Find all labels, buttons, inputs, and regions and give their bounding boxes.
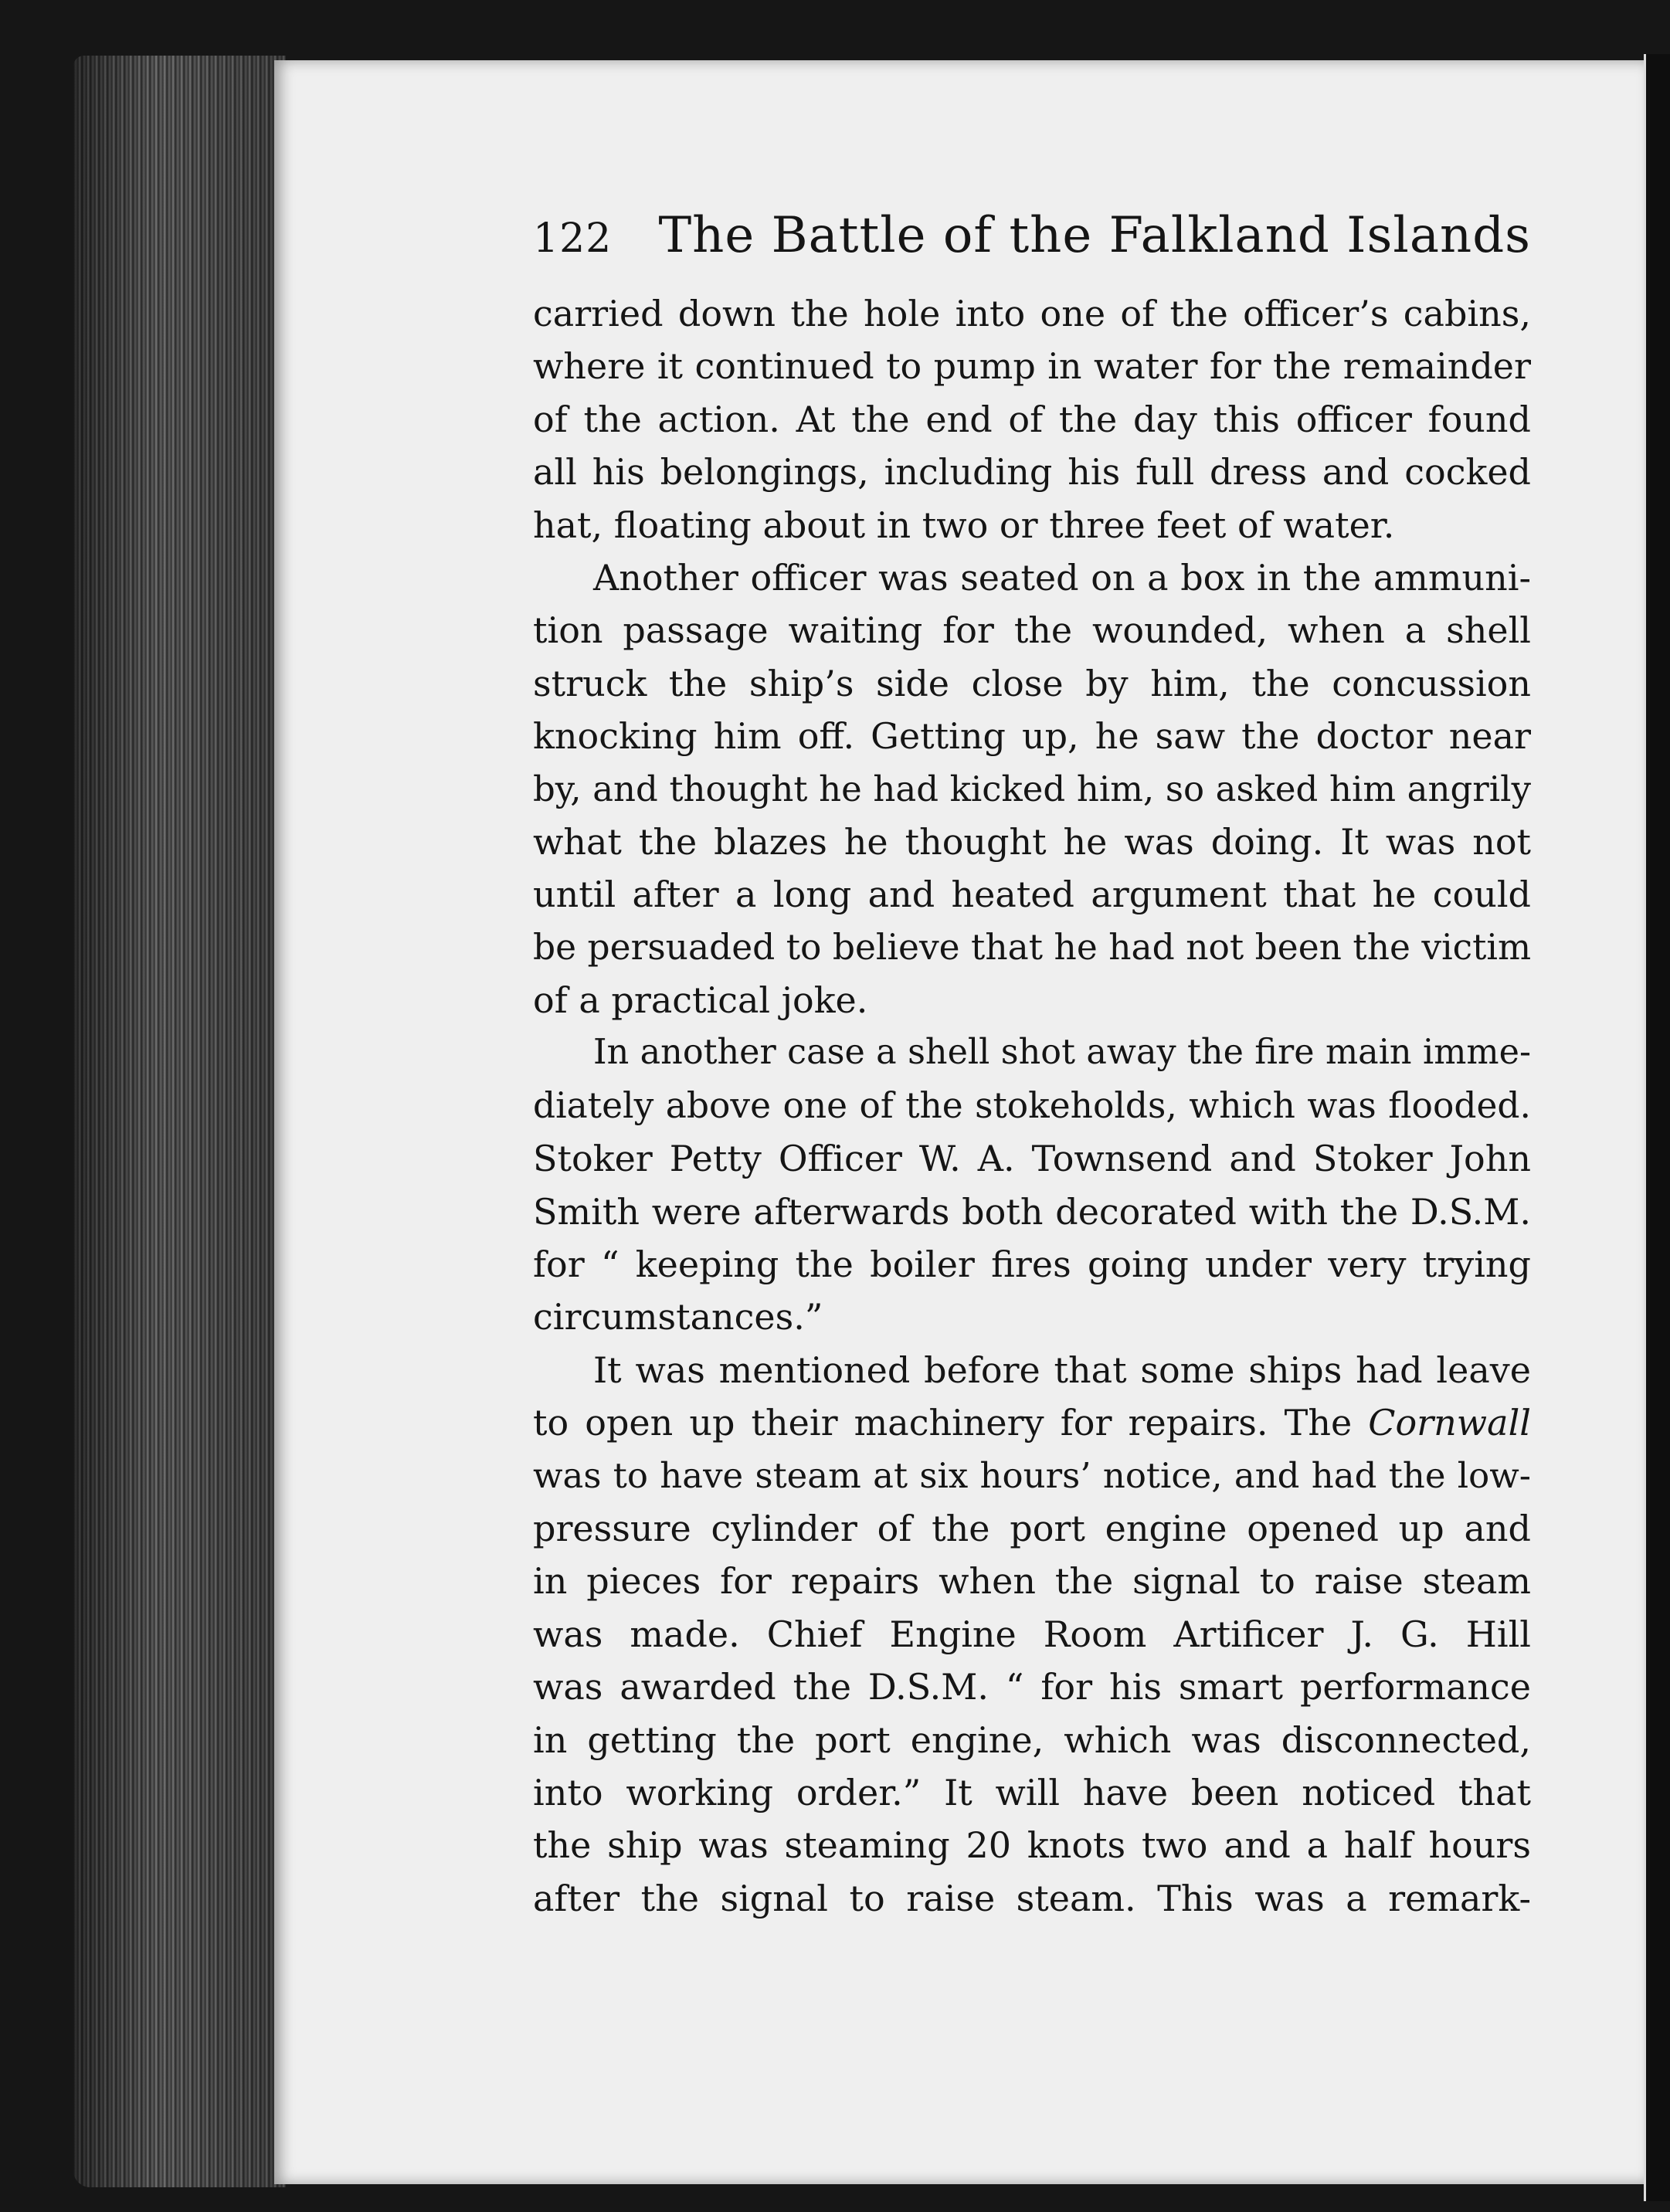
text-line: knocking him off. Getting up, he saw the doctor near [533,715,1531,758]
text-segment: to open up their machinery for repairs. The [533,1402,1369,1444]
right-page-edge [1644,54,1670,2201]
page-edges-shadow [73,56,286,2187]
text-line: was made. Chief Engine Room Artificer J. G. Hill [533,1613,1531,1655]
ship-name: Cornwall [1368,1402,1531,1444]
paragraph-2 [533,551,1531,1027]
paragraph-3 [533,1026,1531,1343]
text-line: Smith were afterwards both decorated with the D.S.M. [533,1190,1531,1233]
text-line: Stoker Petty Officer W. A. Townsend and Stoker John [533,1138,1531,1180]
paragraph-4 [533,1344,1531,1925]
running-head [533,207,1531,278]
running-title: The Battle of the Falkland Islands [658,207,1531,264]
text-line: for “ keeping the boiler fires going under very trying [533,1243,1531,1286]
text-line: by, and thought he had kicked him, so asked him angrily [533,768,1531,809]
text-line: circumstances.” [533,1296,823,1338]
text-line: until after a long and heated argument that he could [533,874,1531,916]
text-line: of the action. At the end of the day this officer found [533,398,1531,440]
text-line: into working order.” It will have been noticed that [533,1771,1531,1813]
text-line [533,1396,1531,1449]
text-line: tion passage waiting for the wounded, when a shell [533,609,1531,652]
text-line: pressure cylinder of the port engine opened up and [533,1507,1531,1549]
page-text [533,207,1531,1925]
text-line: what the blazes he thought he was doing. It was not [533,820,1531,863]
text-line: all his belongings, including his full dress and cocked [533,451,1531,494]
text-line: in pieces for repairs when the signal to raise steam [533,1560,1531,1603]
text-line: be persuaded to believe that he had not been the victim [533,926,1532,968]
text-line: It was mentioned before that some ships had leave [593,1349,1531,1391]
text-line: hat, floating about in two or three feet of water. [533,504,1395,546]
text-line: the ship was steaming 20 knots two and a half hours [533,1824,1531,1867]
paragraph-1 [533,287,1531,551]
page-number: 122 [533,215,613,262]
text-line: after the signal to raise steam. This was a remark- [533,1877,1531,1919]
text-line: struck the ship’s side close by him, the concussion [533,662,1531,704]
text-line: Another officer was seated on a box in the ammuni- [593,556,1531,599]
text-line: was awarded the D.S.M. “ for his smart performance [533,1666,1531,1708]
text-line: where it continued to pump in water for the remainder [533,345,1531,388]
text-line: diately above one of the stokeholds, which was flooded. [533,1084,1531,1126]
text-line: of a practical joke. [533,979,868,1022]
text-line: In another case a shell shot away the fire main imme- [593,1033,1531,1073]
text-line: was to have steam at six hours’ notice, and had the low- [533,1454,1531,1496]
text-line: in getting the port engine, which was disconnected, [533,1718,1531,1761]
text-line: carried down the hole into one of the officer’s cabins, [533,293,1531,334]
